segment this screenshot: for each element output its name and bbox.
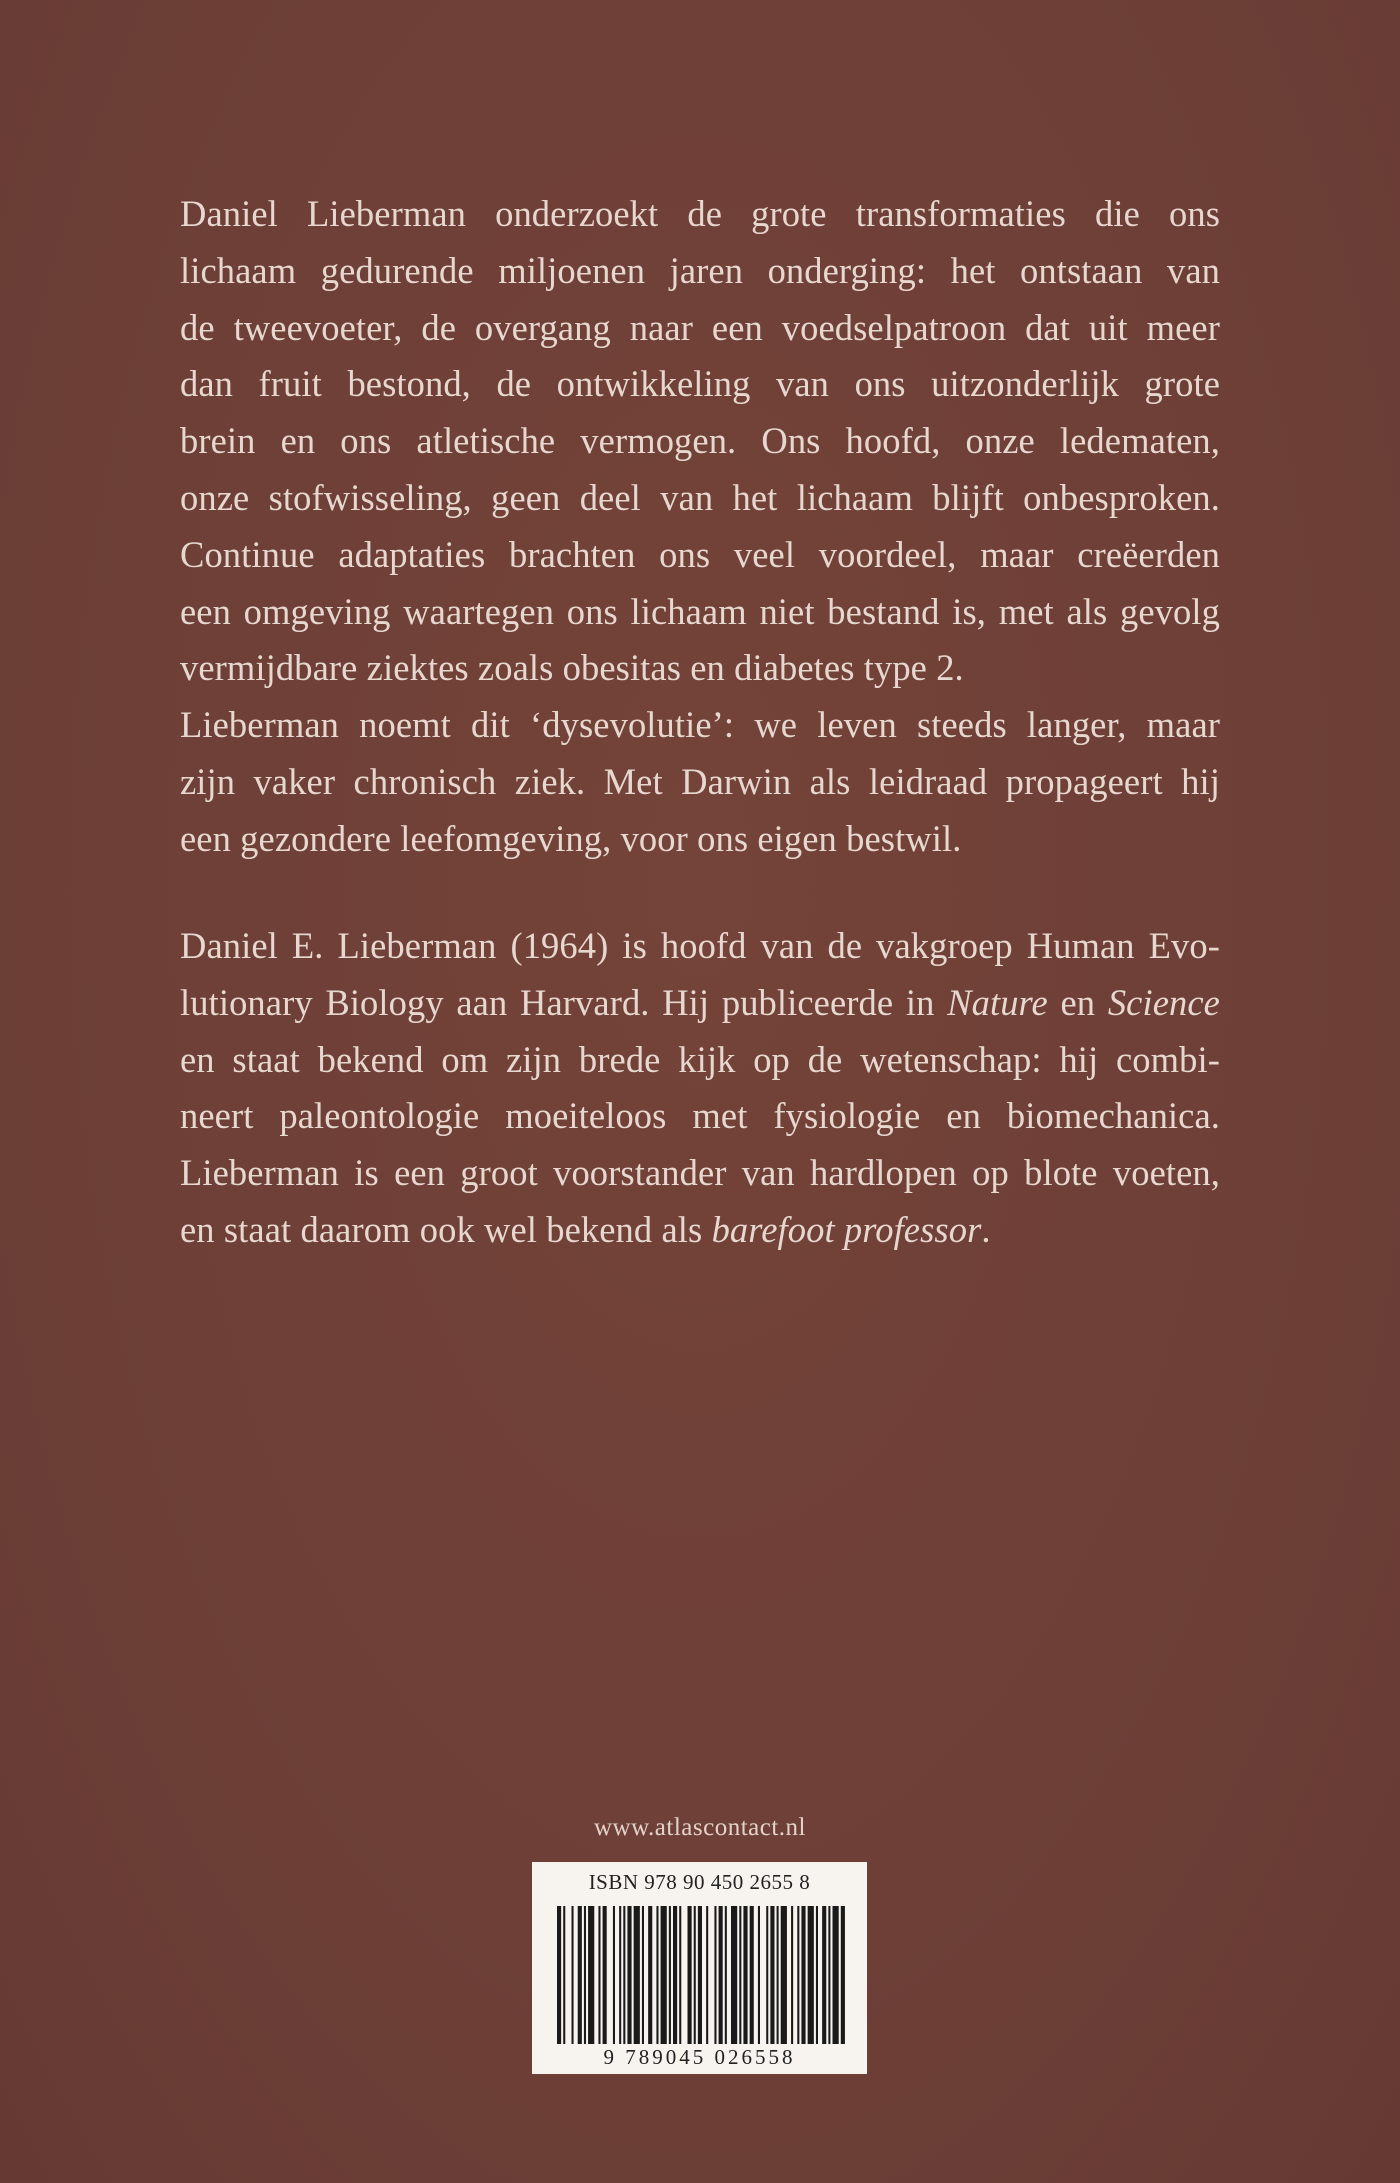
bio-line: Daniel E. Lieberman (1964) is hoofd van de vakgroep Human Evo- bbox=[180, 925, 1220, 966]
barcode-bar bbox=[797, 1906, 799, 2044]
barcode-bar bbox=[777, 1906, 779, 2044]
barcode-bar bbox=[627, 1906, 631, 2044]
blurb-line: de tweevoeter, de overgang naar een voedselpatroon dat uit meer bbox=[180, 306, 1220, 348]
blurb-line: zijn vaker chronisch ziek. Met Darwin als leidraad propageert hij bbox=[180, 760, 1220, 802]
barcode-bar bbox=[572, 1906, 574, 2044]
barcode-bar bbox=[750, 1906, 754, 2044]
barcode-bar bbox=[588, 1906, 594, 2044]
isbn-barcode bbox=[532, 1862, 867, 2074]
bio-line: en staat bekend om zijn brede kijk op de wetenschap: hij combi- bbox=[180, 1038, 1220, 1080]
barcode-bar bbox=[619, 1906, 621, 2044]
barcode-bar bbox=[816, 1906, 818, 2044]
barcode-bar bbox=[656, 1906, 658, 2044]
blurb-line: Daniel Lieberman onderzoekt de grote transformaties die ons bbox=[180, 193, 1220, 234]
barcode-bar bbox=[791, 1906, 793, 2044]
barcode-bar bbox=[634, 1906, 640, 2044]
barcode-bar bbox=[833, 1906, 839, 2044]
barcode-bar bbox=[661, 1906, 667, 2044]
blurb-line: dan fruit bestond, de ontwikkeling van ons uitzonderlijk grote bbox=[180, 363, 1220, 405]
blurb-line: onze stofwisseling, geen deel van het lichaam blijft onbesproken. bbox=[180, 476, 1220, 518]
barcode-digits: 9 789045 026558 bbox=[603, 2045, 796, 2069]
blurb-line: lichaam gedurende miljoenen jaren onderging: het ontstaan van bbox=[180, 249, 1220, 291]
barcode-bar bbox=[841, 1906, 845, 2044]
barcode-bar bbox=[725, 1906, 727, 2044]
barcode-bar bbox=[758, 1906, 760, 2044]
barcode-bar bbox=[694, 1906, 696, 2044]
barcode-bar bbox=[714, 1906, 716, 2044]
bio-text: en staat daarom ook wel bekend als bbox=[180, 1208, 712, 1250]
bio-line bbox=[180, 1202, 1220, 1259]
barcode-bar bbox=[679, 1906, 681, 2044]
barcode-bar bbox=[808, 1906, 814, 2044]
journal-science: Science bbox=[1107, 981, 1220, 1023]
bio-line: Lieberman is een groot voorstander van hardlopen op blote voeten, bbox=[180, 1152, 1220, 1194]
bio-text: . bbox=[981, 1208, 991, 1250]
barcode-bars bbox=[557, 1906, 847, 2044]
bio-text: en bbox=[1047, 981, 1108, 1023]
blurb-line: een omgeving waartegen ons lichaam niet bestand is, met als gevolg bbox=[180, 590, 1220, 632]
blurb-line: Lieberman noemt dit ‘dysevolutie’: we leven steeds langer, maar bbox=[180, 704, 1220, 746]
barcode-bar bbox=[648, 1906, 652, 2044]
journal-nature: Nature bbox=[947, 981, 1048, 1023]
author-bio bbox=[180, 918, 1220, 1259]
barcode-bar bbox=[828, 1906, 830, 2044]
barcode-bar bbox=[770, 1906, 774, 2044]
barcode-bar bbox=[698, 1906, 702, 2044]
nickname: barefoot professor bbox=[711, 1208, 982, 1250]
blurb-text bbox=[180, 186, 1220, 868]
bio-text: lutionary Biology aan Harvard. Hij publiceerde in bbox=[180, 981, 948, 1023]
blurb-line: brein en ons atletische vermogen. Ons hoofd, onze ledematen, bbox=[180, 420, 1220, 462]
barcode-bar bbox=[563, 1906, 565, 2044]
barcode-bar bbox=[673, 1906, 677, 2044]
barcode-bar bbox=[688, 1906, 692, 2044]
bio-line: neert paleontologie moeiteloos met fysiologie en biomechanica. bbox=[180, 1095, 1220, 1137]
barcode-bar bbox=[642, 1906, 644, 2044]
barcode-bar bbox=[623, 1906, 625, 2044]
barcode-bar bbox=[584, 1906, 586, 2044]
barcode-bar bbox=[557, 1906, 561, 2044]
barcode-bar bbox=[613, 1906, 615, 2044]
barcode-bar bbox=[739, 1906, 741, 2044]
barcode-bar bbox=[766, 1906, 768, 2044]
barcode-bar bbox=[731, 1906, 737, 2044]
isbn-label: ISBN 978 90 450 2655 8 bbox=[588, 1870, 811, 1894]
blurb-line: vermijdbare ziektes zoals obesitas en diabetes type 2. bbox=[180, 647, 964, 689]
barcode-bar bbox=[706, 1906, 708, 2044]
barcode-bar bbox=[743, 1906, 747, 2044]
bio-line bbox=[180, 975, 1220, 1032]
barcode-bar bbox=[578, 1906, 582, 2044]
barcode-bar bbox=[822, 1906, 826, 2044]
blurb-line: een gezondere leefomgeving, voor ons eigen bestwil. bbox=[180, 817, 962, 859]
barcode-bar bbox=[719, 1906, 723, 2044]
publisher-website: www.atlascontact.nl bbox=[594, 1814, 806, 1841]
barcode-bar bbox=[781, 1906, 787, 2044]
barcode-bar bbox=[598, 1906, 600, 2044]
barcode-bar bbox=[603, 1906, 607, 2044]
barcode-bar bbox=[801, 1906, 805, 2044]
barcode-bar bbox=[669, 1906, 671, 2044]
blurb-line: Continue adaptaties brachten ons veel voordeel, maar creëerden bbox=[180, 533, 1220, 575]
